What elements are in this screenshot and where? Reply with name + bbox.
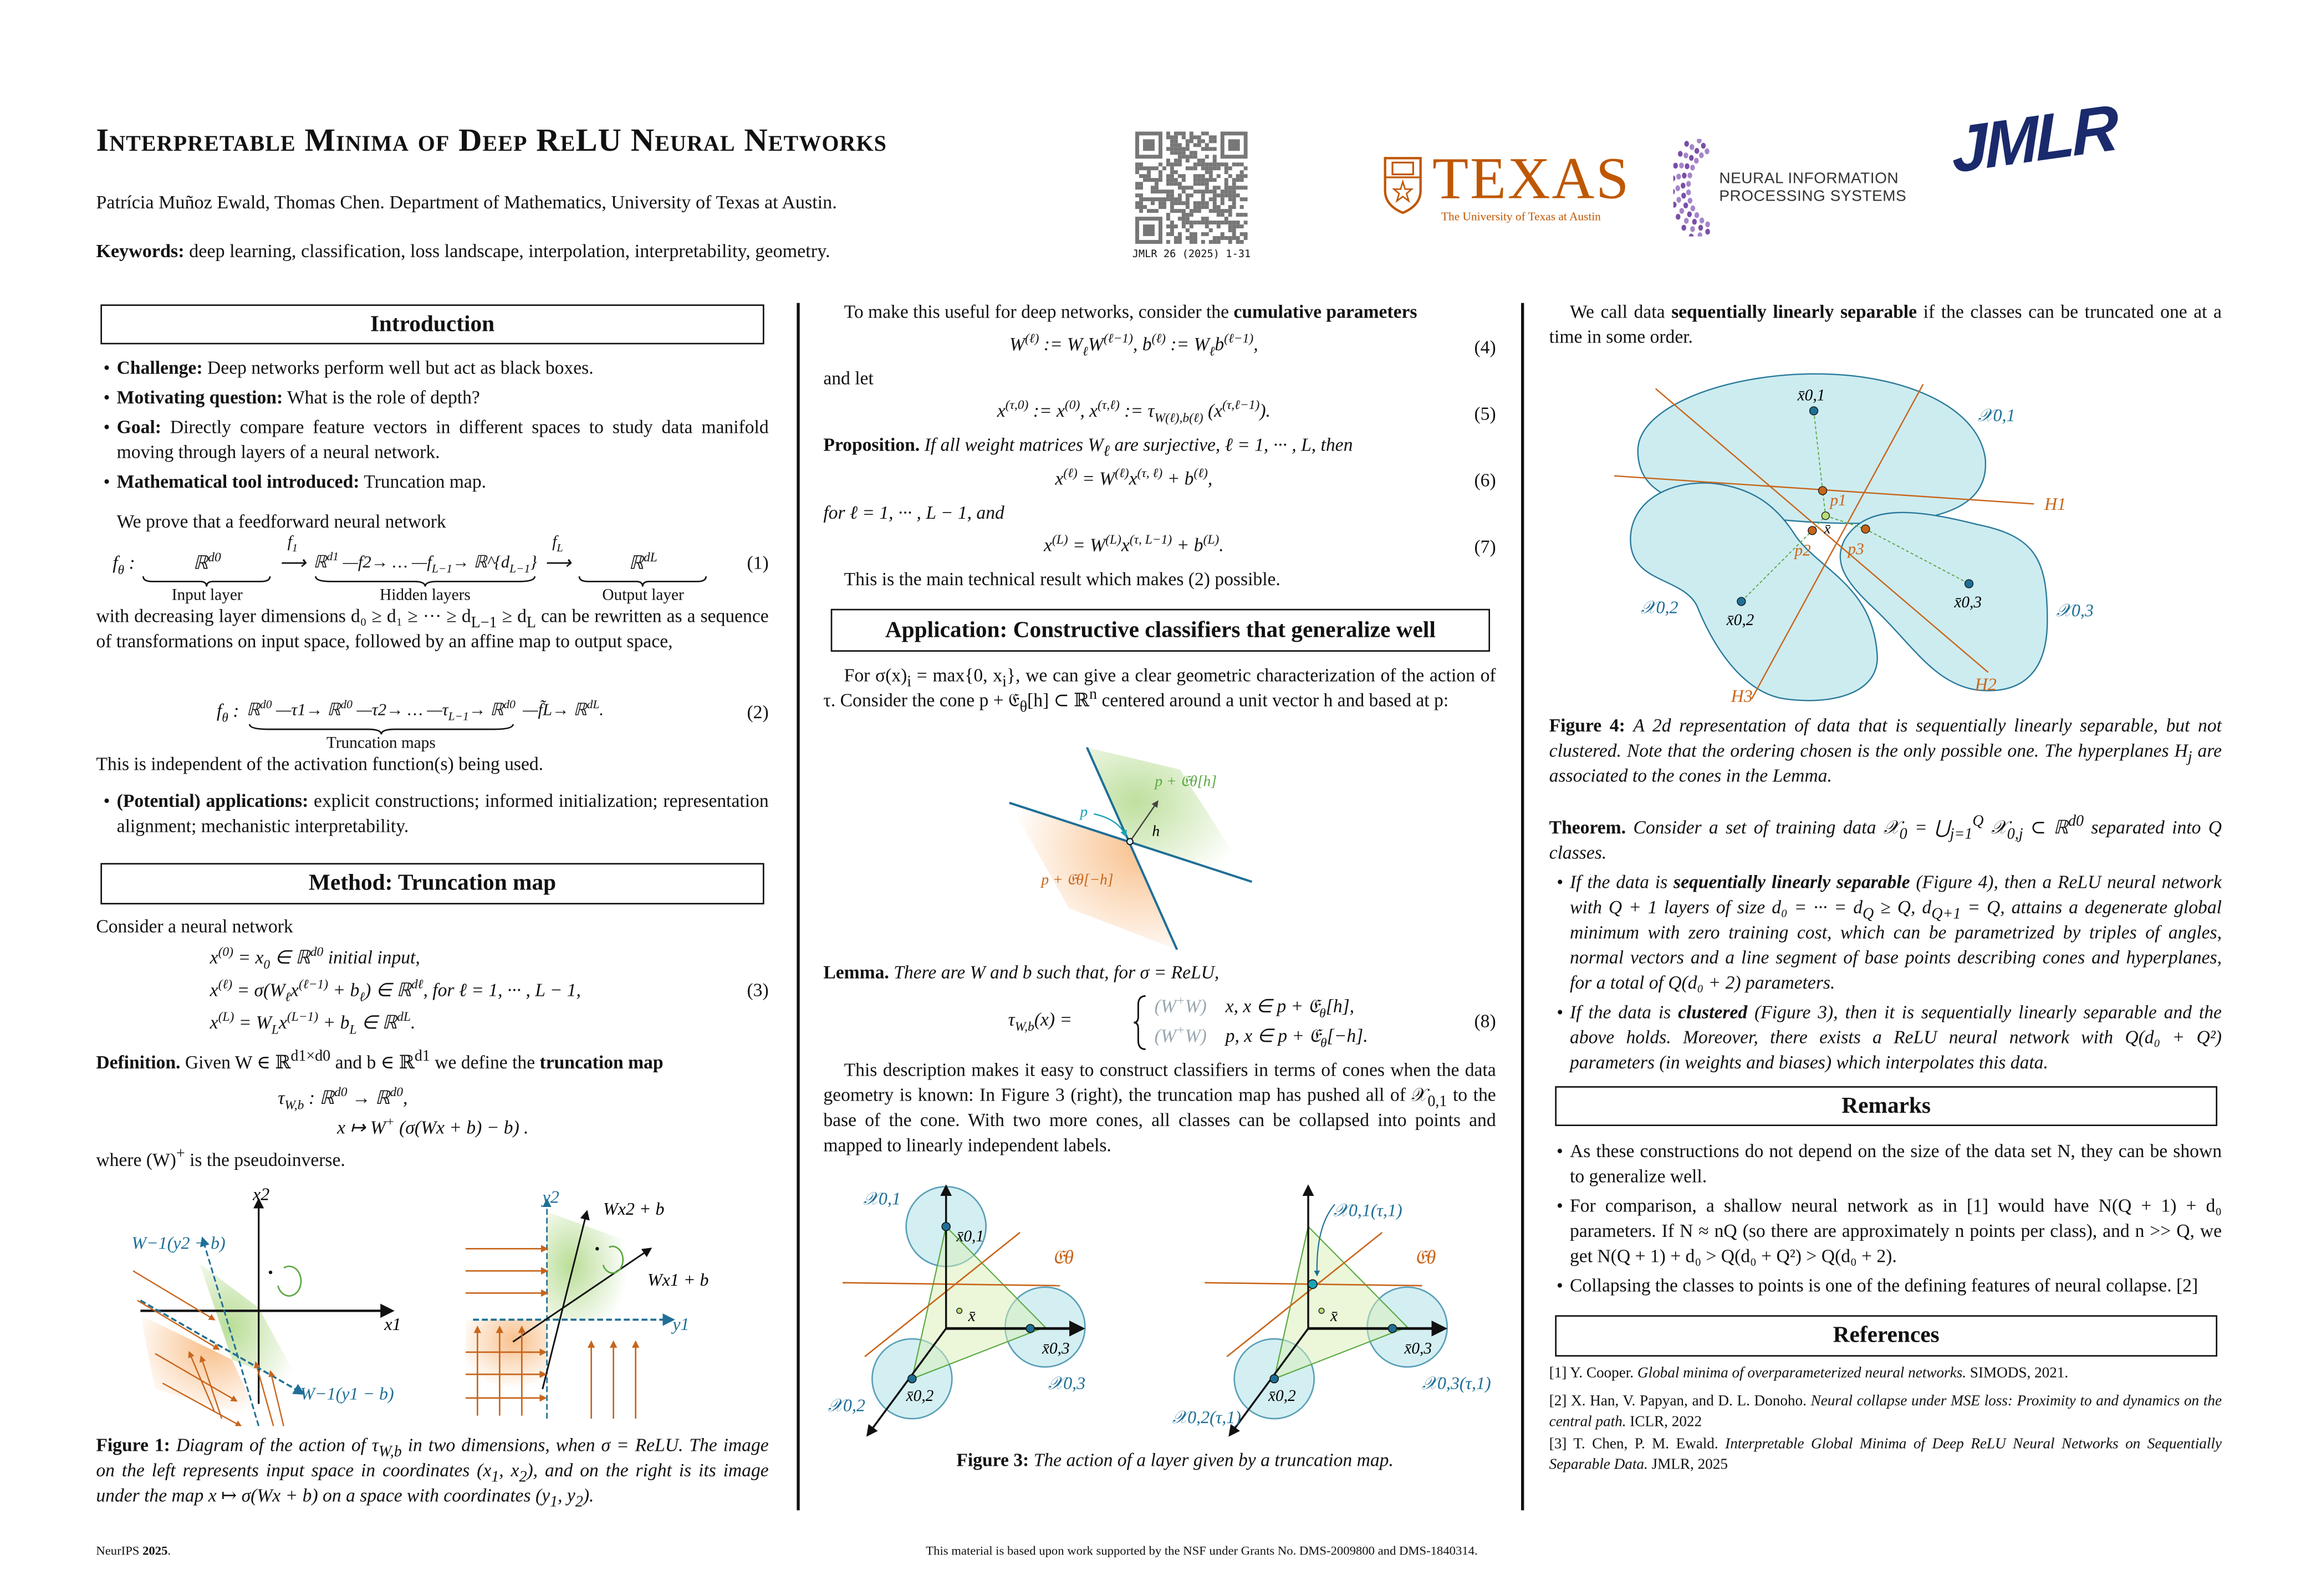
fig4-X01: 𝒳0,1	[1978, 405, 2016, 426]
label-x1: x1	[384, 1314, 401, 1334]
figure-4-diagram	[1608, 362, 2111, 709]
column3-flow	[1549, 816, 2222, 1476]
cone-label-negative: p + 𝔈θ[−h]	[1041, 871, 1114, 888]
decreasing-dimensions-text	[96, 605, 768, 655]
definition-lead: Definition.	[96, 1052, 181, 1073]
bullet-lead: Motivating question:	[116, 387, 283, 408]
poster-title: Interpretable Minima of Deep ReLU Neural Networks	[96, 121, 887, 158]
fig4-p3: p3	[1848, 540, 1864, 559]
figure-1-caption	[96, 1434, 768, 1509]
eq1-fL: $f_L$	[552, 533, 563, 555]
label-y2: y2	[542, 1186, 559, 1207]
keywords-text: deep learning, classification, loss landscape, interpolation, interpretability, geometry.	[189, 241, 830, 262]
cumulative-bold: cumulative parameters	[1233, 301, 1417, 323]
eq8-lhs: $\tau_{W,b}(x)$ =	[1008, 1009, 1073, 1034]
caption-text: A 2d representation of data that is sequentially linearly separable, but not clustered. Note that the ordering chosen is the only possible one. The hyperplanes $H_j$ are associated to the cones in the Lemma.	[1549, 715, 2222, 786]
eq1-output-group	[578, 551, 707, 606]
equation-8	[823, 991, 1496, 1053]
eq8-case1-grey: (W+W)	[1154, 993, 1207, 1017]
theorem-bullet-separable	[1570, 871, 2222, 996]
footer-funding: This material is based upon work supported by the NSF under Grants No. DMS-2009800 and DMS-1840314.	[926, 1543, 1478, 1558]
fig3-left-x03: x̄0,3	[1042, 1339, 1070, 1358]
figure-3-caption	[956, 1448, 1394, 1473]
caption-lead: Figure 4:	[1549, 715, 1625, 736]
fig3-right-x03: x̄0,3	[1404, 1339, 1432, 1358]
fig3-left-X01: 𝒳0,1	[863, 1188, 901, 1209]
fig3-right-cone: 𝔈θ	[1415, 1247, 1436, 1268]
remark-item: • Collapsing the classes to points is one of the defining features of neural collapse. [2]	[1570, 1274, 2222, 1299]
reference-item	[1549, 1435, 2222, 1476]
fig4-H3: H3	[1731, 686, 1753, 706]
fig4-x03: x̄0,3	[1954, 594, 1982, 612]
fig3-right-X02: 𝒳0,2(τ,1)	[1172, 1407, 1241, 1428]
separable-bold: sequentially linearly separable	[1671, 301, 1917, 323]
fig3-left-xbar: x̄	[968, 1307, 976, 1326]
fig3-right-x02: x̄0,2	[1268, 1387, 1296, 1405]
eq1-f1: $f_1$	[287, 533, 298, 555]
cone-label-p: p	[1080, 802, 1088, 820]
label-truncation-maps: Truncation maps	[326, 734, 436, 753]
bullet-pre: If the data is	[1570, 1002, 1671, 1023]
fig4-X03: 𝒳0,3	[2056, 600, 2094, 621]
eq3-line1: $x^{(0)} = x_0$ ∈ ℝ$^{d0}$ initial input,	[210, 944, 420, 972]
tau-line1: $\tau_{W,b}$ : ℝ$^{d0}$ → ℝ$^{d0}$,	[278, 1084, 408, 1112]
bullet-tool	[117, 470, 769, 495]
label-y1: y1	[672, 1314, 690, 1334]
bullet-lead: Goal:	[116, 417, 161, 438]
equation-3	[96, 943, 768, 1040]
label-wx1: Wx1 + b	[647, 1270, 709, 1290]
eq8-case2: p, x ∈ p + 𝔈$_\theta$[−h].	[1225, 1025, 1368, 1050]
label-hidden-layers: Hidden layers	[380, 586, 471, 605]
eq2-chain-group	[247, 699, 516, 754]
independent-text: This is independent of the activation function(s) being used.	[96, 754, 544, 775]
reference-item	[1549, 1392, 2222, 1434]
references-list	[1549, 1364, 2222, 1476]
label-x2: x2	[253, 1184, 270, 1204]
description-text: This description makes it easy to construct classifiers in terms of cones when the data geometry is known: In Figure 3 (right), the truncation map has pushed all of 𝒳$_{0,1}$ to the base of the cone. With two more cones, all classes can be collapsed into points and mapped to linearly independent labels.	[823, 1060, 1496, 1156]
bullet-goal	[117, 415, 769, 466]
theorem-lead: Theorem.	[1549, 817, 1626, 838]
bullet-applications	[117, 789, 769, 840]
ref-venue: ICLR, 2022	[1630, 1414, 1702, 1431]
bullet-text: Truncation map.	[364, 471, 487, 493]
eq1-arrow-fL	[544, 535, 571, 576]
venue-name: NeurIPS	[96, 1543, 143, 1558]
bullet-text: Directly compare feature vectors in different spaces to study data manifold moving through layers of a neural network.	[116, 417, 769, 463]
eq6-number: (6)	[1474, 470, 1496, 491]
fig3-left-x01: x̄0,1	[956, 1227, 984, 1246]
fig4-x01: x̄0,1	[1797, 386, 1825, 405]
texas-subtitle: The University of Texas at Austin	[1441, 209, 1601, 223]
bullet-text: explicit constructions; informed initialization; representation alignment; mechanistic interpretability.	[116, 790, 769, 837]
theorem-text: Consider a set of training data 𝒳$_0$ = $⋃_{j=1}^Q$ 𝒳$_{0,j}$ ⊂ ℝ$^{d0}$ separated into Q classes.	[1549, 814, 2222, 863]
bullet-post: (Figure 4), then a ReLU neural network with Q + 1 layers of size d₀ = ··· = $d_Q \ge Q$, $d_{Q+1} = Q$, attains a degenerate global minimum with zero training cost, which can be parametrized by triples of angles, normal vectors and a line segment of base points describing cones and hyperplanes, for a total of Q(d₀ + 2) parameters.	[1570, 872, 2222, 994]
main-result-text: This is the main technical result which makes (2) possible.	[844, 569, 1280, 590]
equation-5: $x^{(\tau,0)}$ := $x^{(0)}$, $x^{(\tau,\ell)}$ := $\tau_{W(\ell),b(\ell)}$ $(x^{(\tau,\ell-1)})$.	[997, 397, 1271, 425]
theorem-bullet-clustered	[1570, 1000, 2222, 1076]
bullet-bold: clustered	[1678, 1002, 1748, 1023]
venue-dot: .	[167, 1543, 171, 1558]
ref-authors: [1] Y. Cooper.	[1549, 1365, 1634, 1382]
lemma	[823, 960, 1219, 985]
eq1-lhs: $f_\theta$ :	[113, 553, 135, 577]
eq8-brace	[1132, 995, 1147, 1051]
eq4-number: (4)	[1474, 337, 1496, 358]
eq3-line2: $x^{(\ell)} = \sigma(W_\ell x^{(\ell-1)} + b_\ell)$ ∈ ℝ$^{d\ell}$, for ℓ = 1, ··· , L − 1,	[210, 976, 581, 1005]
remark-item: • As these constructions do not depend on the size of the data set N, they can be shown to generalize well.	[1570, 1139, 2222, 1190]
reference-item	[1549, 1364, 2222, 1384]
ref-authors: [3] T. Chen, P. M. Ewald.	[1549, 1436, 1718, 1453]
introduction-bullets	[96, 356, 768, 495]
fig3-right-X01: 𝒳0,1(τ,1)	[1333, 1200, 1402, 1220]
remark-item: • For comparison, a shallow neural network as in [1] would have N(Q + 1) + d₀ parameters. If N ≈ nQ (so there are approximately n points per class), and n >> Q, we get N(Q + 1) + d₀ > Q(d₀ + Q²) > Q(d₀ + 2).	[1570, 1194, 2222, 1270]
remarks-heading: Remarks	[1555, 1086, 2217, 1126]
eq8-number: (8)	[1474, 1011, 1496, 1032]
method-heading: Method: Truncation map	[100, 863, 764, 904]
ut-shield-icon	[1382, 155, 1424, 214]
definition	[96, 1048, 664, 1076]
ref-venue: SIMODS, 2021.	[1970, 1365, 2069, 1382]
definition-text: Given W ∈ ℝ$^{d1\times d0}$ and b ∈ ℝ$^{d1}$ we define the	[185, 1048, 535, 1073]
caption-text: Diagram of the action of $\tau_{W,b}$ in two dimensions, when σ = ReLU. The image on the left represents input space in coordinates ($x_1$, $x_2$), and on the right is its image under the map x ↦ σ(Wx + b) on a space with coordinates ($y_1$, $y_2$).	[96, 1435, 769, 1511]
fig4-H2: H2	[1975, 674, 1997, 694]
for-text: for ℓ = 1, ··· , L − 1, and	[823, 502, 1004, 524]
eq8-case1: x, x ∈ p + 𝔈$_\theta$[h],	[1225, 996, 1355, 1021]
eq1-arrow-f1	[279, 535, 306, 576]
introduction-heading: Introduction	[100, 304, 764, 344]
ut-austin-logo	[1382, 145, 1631, 228]
bullet-text: What is the role of depth?	[287, 387, 480, 408]
figure-1-diagram	[96, 1182, 768, 1426]
neurips-line1: NEURAL INFORMATION	[1719, 170, 1899, 188]
fig3-right-xbar: x̄	[1330, 1307, 1338, 1326]
lemma-lead: Lemma.	[823, 962, 889, 983]
fig3-left-cone: 𝔈θ	[1052, 1247, 1074, 1268]
tau-line2: x ↦ W+ (σ(Wx + b) − b) .	[337, 1114, 529, 1138]
neurips-logo	[1674, 139, 1907, 237]
neurips-wordmark	[1719, 170, 1906, 206]
column-divider	[1521, 303, 1524, 1511]
figure-3-diagram	[823, 1175, 1496, 1441]
bullet-lead: Challenge:	[116, 357, 203, 378]
eq1-hidden-group	[313, 551, 537, 606]
eq1-input: ℝ$^{d0}$	[193, 549, 221, 574]
jmlr-logo: JMLR	[1951, 91, 2117, 188]
ref-title: Neural collapse under MSE loss: Proximity to and dynamics on the central path.	[1549, 1393, 2222, 1431]
venue-year: 2025	[142, 1543, 168, 1558]
underbrace	[313, 576, 537, 587]
neurips-dots-icon	[1674, 139, 1727, 237]
bullet-lead: Mathematical tool introduced:	[116, 471, 360, 493]
decreasing-text: with decreasing layer dimensions d₀ ≥ d₁ ≥ ··· ≥ $d_{L-1} \ge d_L$ can be rewritten as a sequence of transformations on input space, followed by an affine map to output space,	[96, 606, 769, 652]
equation-6: $x^{(\ell)} = W^{(\ell)}x^{(\tau, \ell)} + b^{(\ell)}$,	[1055, 465, 1213, 489]
underbrace	[578, 576, 707, 587]
eq3-line3: $x^{(L)} = W_Lx^{(L-1)} + b_L$ ∈ ℝ$^{dL}$.	[210, 1009, 416, 1037]
separable-definition	[1549, 300, 2222, 350]
cone-label-positive: p + 𝔈θ[h]	[1155, 772, 1217, 790]
eq1-output: ℝ$^{dL}$	[629, 549, 657, 574]
lemma-text: There are W and b such that, for σ = ReLU,	[894, 962, 1220, 983]
eq2-tail: —f̃L→ ℝ$^{dL}$.	[523, 698, 604, 720]
application-heading: Application: Constructive classifiers that generalize well	[831, 609, 1490, 652]
eq7-number: (7)	[1474, 536, 1496, 557]
fig3-left-x02: x̄0,2	[906, 1387, 934, 1405]
fig3-left-panel	[843, 1186, 1085, 1435]
qr-caption: JMLR 26 (2025) 1-31	[1132, 248, 1251, 260]
eq2-lhs: $f_\theta$ :	[216, 700, 239, 725]
eq5-number: (5)	[1474, 403, 1496, 424]
fig4-p2: p2	[1794, 541, 1811, 560]
applications-block	[96, 789, 768, 844]
authors: Patrícia Muñoz Ewald, Thomas Chen. Department of Mathematics, University of Texas at Austin.	[96, 192, 837, 213]
eq8-case2-grey: (W+W)	[1154, 1022, 1207, 1047]
theorem-bullets	[1549, 871, 2222, 1076]
bullet-lead: (Potential) applications:	[116, 790, 309, 812]
cumulative-intro-text: To make this useful for deep networks, consider the	[844, 301, 1229, 323]
caption-text: The action of a layer given by a truncation map.	[1033, 1450, 1394, 1471]
qr-code[interactable]	[1135, 131, 1248, 244]
label-wx2: Wx2 + b	[603, 1199, 665, 1219]
underbrace	[247, 724, 516, 735]
keywords	[96, 239, 830, 264]
bullet-challenge	[117, 356, 769, 381]
application-text: For $\sigma(x)_i = \max\{0$, $x_i$}, we can give a clear geometric characterization of the action of τ. Consider the cone p + 𝔈$_\theta$[h] ⊂ ℝ$^n$ centered around a unit vector h and based at p:	[823, 665, 1496, 717]
definition-bold: truncation map	[539, 1052, 664, 1073]
separable-pre: We call data	[1570, 301, 1665, 323]
label-winv-y2: W−1(y2 − b)	[131, 1232, 226, 1253]
fig4-X02: 𝒳0,2	[1641, 597, 1679, 617]
eq1-hidden: ℝ$^{d1}$ —f2→ … $—f_{L-1}\to$ $ℝ\^{}\{d_{L-1}\}$	[313, 550, 537, 576]
label-winv-y1: W−1(y1 − b)	[300, 1383, 394, 1404]
pseudoinverse-text: where (W)+ is the pseudoinverse.	[96, 1146, 345, 1171]
label-input-layer: Input layer	[171, 586, 243, 605]
prove-text: We prove that a feedforward neural network	[116, 511, 446, 533]
bullet-text: Deep networks perform well but act as black boxes.	[207, 357, 594, 378]
ref-title: Global minima of overparameterized neural networks.	[1637, 1365, 1967, 1382]
bullet-post: (Figure 3), then it is sequentially linearly separable and the above holds. Moreover, there exists a ReLU neural network with Q(d₀ + Q²) parameters (in weights and biases) which interpolates this data.	[1570, 1002, 2222, 1073]
remarks-section	[1549, 1139, 2222, 1299]
equation-4: $W^{(\ell)}$ := $W_\ell W^{(\ell-1)}$, $b^{(\ell)}$ := $W_\ell b^{(\ell-1)}$,	[1009, 330, 1258, 359]
ref-venue: JMLR, 2025	[1651, 1457, 1728, 1474]
eq2-chain: ℝ$^{d0}$ —τ1→ ℝ$^{d0}$ —τ2→ … $—\tau_{L-1}\to$ ℝ$^{d0}$	[246, 698, 516, 723]
bullet-bold: sequentially linearly separable	[1674, 872, 1910, 893]
fig3-left-X02: 𝒳0,2	[828, 1395, 865, 1415]
proposition-text: If all weight matrices $W_\ell$ are surjective, ℓ = 1, ··· , L, then	[924, 434, 1353, 461]
separable-post: if the classes can be truncated one at a time in some order.	[1549, 301, 2222, 347]
figure-4-caption	[1549, 714, 2222, 789]
theorem	[1549, 816, 2222, 866]
footer-venue	[96, 1538, 171, 1563]
eq3-number: (3)	[747, 980, 769, 1001]
fig4-p1: p1	[1830, 492, 1846, 510]
caption-lead: Figure 3:	[956, 1450, 1029, 1471]
eq1-number: (1)	[747, 553, 769, 574]
cumulative-intro	[844, 300, 1417, 325]
fig4-xbar: x̄	[1824, 520, 1831, 537]
fig4-H1: H1	[2044, 494, 2067, 514]
references-heading: References	[1555, 1315, 2217, 1357]
fig1-right-panel	[466, 1200, 672, 1419]
bullet-motivating-question	[117, 386, 769, 411]
texas-wordmark: TEXAS	[1432, 145, 1631, 212]
equation-1	[96, 533, 724, 606]
caption-lead: Figure 1:	[96, 1435, 170, 1456]
arrow-icon: ⟶	[544, 553, 572, 574]
underbrace	[142, 576, 272, 587]
ref-title: Interpretable Global Minima of Deep ReLU Neural Networks on Sequentially Separable Data.	[1549, 1436, 2222, 1474]
introduction-section	[96, 356, 768, 500]
equation-2	[96, 699, 724, 754]
eq2-number: (2)	[747, 702, 769, 723]
keywords-label: Keywords:	[96, 241, 185, 262]
label-output-layer: Output layer	[602, 586, 684, 605]
proposition-lead: Proposition.	[823, 434, 920, 456]
fig3-right-panel	[1205, 1186, 1447, 1435]
eq1-input-group	[142, 551, 272, 606]
fig3-right-X03: 𝒳0,3(τ,1)	[1422, 1373, 1491, 1393]
fig4-x02: x̄0,2	[1726, 611, 1754, 630]
cone-label-h: h	[1152, 822, 1160, 840]
proposition	[823, 433, 1353, 461]
and-let: and let	[823, 368, 874, 389]
cone-diagram	[976, 742, 1301, 964]
consider-text: Consider a neural network	[96, 916, 293, 937]
fig3-left-X03: 𝒳0,3	[1048, 1373, 1086, 1393]
equation-7: $x^{(L)} = W^{(L)}x^{(\tau, L-1)} + b^{(L)}$.	[1043, 531, 1224, 556]
neurips-line2: PROCESSING SYSTEMS	[1719, 187, 1907, 206]
arrow-icon: ⟶	[279, 553, 306, 574]
ref-authors: [2] X. Han, V. Papyan, and D. L. Donoho.	[1549, 1393, 1807, 1410]
bullet-pre: If the data is	[1570, 872, 1668, 893]
column-divider	[797, 303, 799, 1511]
